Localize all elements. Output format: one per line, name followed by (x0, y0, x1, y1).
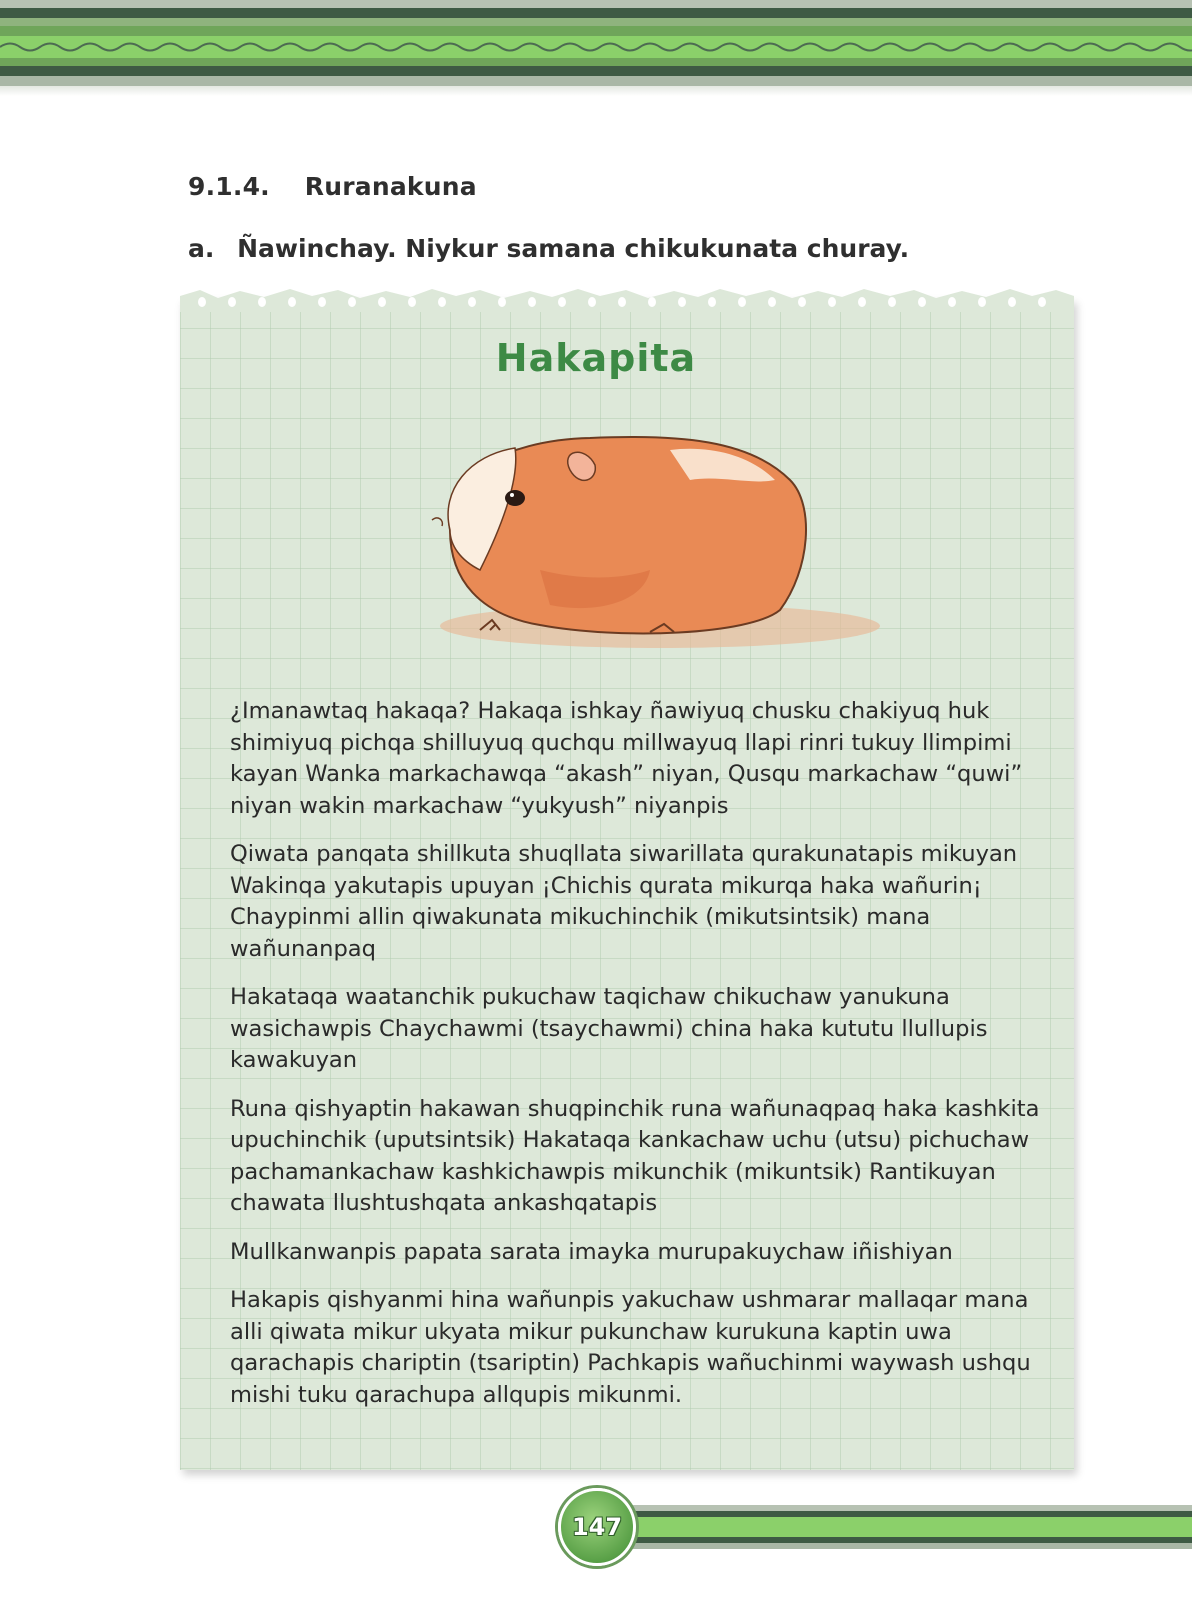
reading-paragraph-4: Runa qishyaptin hakawan shuqpinchik runa wañunaqpaq haka kashkita upuchinchik (uputsintsik) Hakataqa kankachaw uchu (utsu) pichuchaw pachamankachaw kashkichawpis mikunchik (mikuntsik) Rantikuyan chawata llushtushqata ankashqatapis (230, 1095, 1040, 1216)
section-heading (188, 172, 477, 201)
reading-paragraph-5: Mullkanwanpis papata sarata imayka murupakuychaw iñishiyan (230, 1238, 953, 1265)
guinea-pig-illustration (420, 420, 890, 660)
reading-paragraph-3: Hakataqa waatanchik pukuchaw taqichaw chikuchaw yanukuna wasichawpis Chaychawmi (tsaychawmi) china haka kututu llullupis kawakuyan (230, 984, 988, 1073)
section-number: 9.1.4. (188, 172, 270, 201)
top-decorative-band (0, 0, 1192, 96)
reading-paragraph-6: Hakapis qishyanmi hina wañunpis yakuchaw ushmarar mallaqar mana alli qiwata mikur ukyata mikur pukunchaw kurukuna kaptin uwa qarachapis chariptin (tsariptin) Pachkapis wañuchinmi waywash ushqu mishi tuku qarachupa allqupis mikunmi. (230, 1287, 1031, 1408)
reading-body (230, 696, 1040, 1428)
section-title: Ruranakuna (304, 172, 477, 201)
bottom-decorative-band (600, 1505, 1192, 1553)
reading-paragraph-2: Qiwata panqata shillkuta shuqllata siwarillata qurakunatapis mikuyan Wakinqa yakutapis upuyan ¡Chichis qurata mikurqa haka wañurin¡ Chaypinmi allin qiwakunata mikuchinchik (mikutsintsik) mana wañunanpaq (230, 841, 1018, 962)
reading-paragraph-1: ¿Imanawtaq hakaqa? Hakaqa ishkay ñawiyuq chusku chakiyuq huk shimiyuq pichqa shilluyuq quchqu millwayuq llapi rinri tukuy llimpimi kayan Wanka markachawqa “akash” niyan, Qusqu markachaw “quwi” niyan wakin markachaw “yukyush” niyanpis (230, 698, 1023, 819)
activity-heading (188, 234, 909, 263)
torn-paper-edge (180, 282, 1074, 312)
top-wave-pattern (0, 39, 1192, 55)
page-number: 147 (571, 1513, 623, 1541)
activity-title: Ñawinchay. Niykur samana chikukunata churay. (237, 234, 910, 263)
page-number-badge (558, 1488, 636, 1566)
activity-letter: a. (188, 234, 215, 263)
reading-title: Hakapita (495, 336, 697, 380)
